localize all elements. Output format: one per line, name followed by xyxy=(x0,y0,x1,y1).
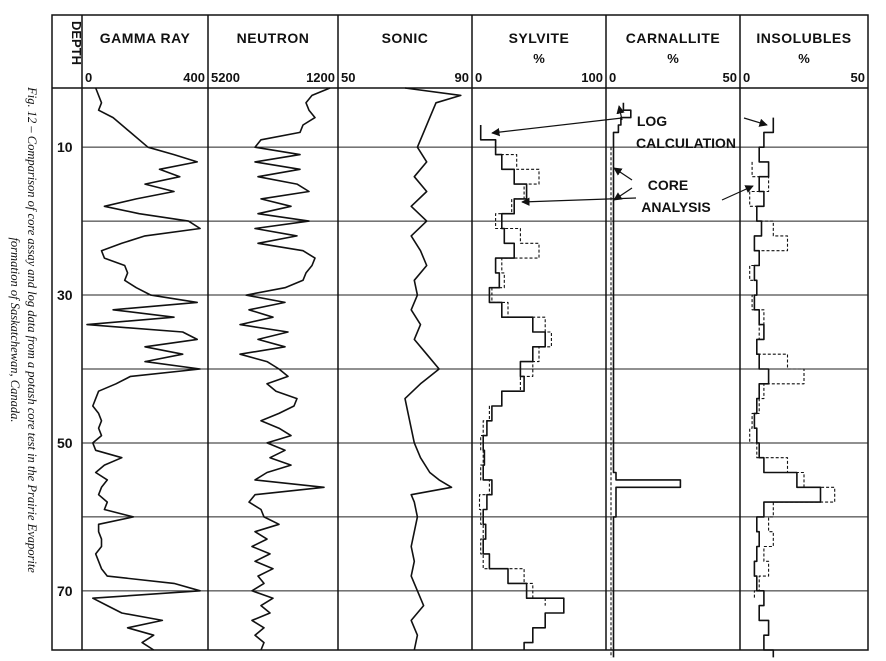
depth-tick-label: 30 xyxy=(57,287,73,304)
track-title-insolubles: INSOLUBLES xyxy=(756,30,852,46)
annotation-arrow xyxy=(492,118,622,133)
track-title-neutron: NEUTRON xyxy=(236,30,310,46)
annotation-core: CORE xyxy=(647,177,689,193)
annotation-log: LOG xyxy=(636,113,668,129)
annotation-arrow xyxy=(614,168,632,180)
depth-tick-label: 50 xyxy=(57,434,73,451)
track-unit-insolubles: % xyxy=(798,51,810,66)
curve-insolubles-core-analysis xyxy=(750,162,835,598)
scale-max-insolubles: 50 xyxy=(850,70,865,85)
scale-max-carnallite: 50 xyxy=(722,70,737,85)
track-title-gamma: GAMMA RAY xyxy=(99,30,191,46)
annotation-analysis: ANALYSIS xyxy=(641,199,711,215)
annotation-arrow xyxy=(744,118,767,125)
annotation-arrow xyxy=(722,186,753,200)
scale-min-neutron: 5200 xyxy=(211,70,240,85)
scale-min-sylvite: 0 xyxy=(475,70,483,85)
scale-min-sonic: 50 xyxy=(341,70,356,85)
chart-frame xyxy=(52,15,868,650)
scale-max-neutron: 1200 xyxy=(306,70,335,85)
scale-min-carnallite: 0 xyxy=(609,70,617,85)
track-unit-sylvite: % xyxy=(533,51,545,66)
scale-min-gamma: 0 xyxy=(85,70,93,85)
scale-min-insolubles: 0 xyxy=(743,70,751,85)
depth-tick-label: 70 xyxy=(57,582,73,599)
track-title-sylvite: SYLVITE xyxy=(508,30,570,46)
annotation-calculation: CALCULATION xyxy=(635,135,737,151)
scale-max-gamma: 400 xyxy=(183,70,205,85)
depth-header: DEPTH xyxy=(69,21,84,66)
track-title-sonic: SONIC xyxy=(381,30,429,46)
scale-max-sylvite: 100 xyxy=(581,70,603,85)
annotation-arrow xyxy=(522,198,636,202)
track-unit-carnallite: % xyxy=(667,51,679,66)
curve-sylvite-log-calculation xyxy=(481,125,564,650)
caption-line-2: formation of Saskatchewan, Canada. xyxy=(8,237,22,423)
track-title-carnallite: CARNALLITE xyxy=(625,30,721,46)
caption-line-1: Fig. 12 – Comparison of core assay and log data from a potash core test in the Prairie Evaporite xyxy=(25,87,39,573)
scale-max-sonic: 90 xyxy=(454,70,469,85)
depth-tick-label: 10 xyxy=(57,139,73,156)
curve-sylvite-core-analysis xyxy=(480,140,552,606)
